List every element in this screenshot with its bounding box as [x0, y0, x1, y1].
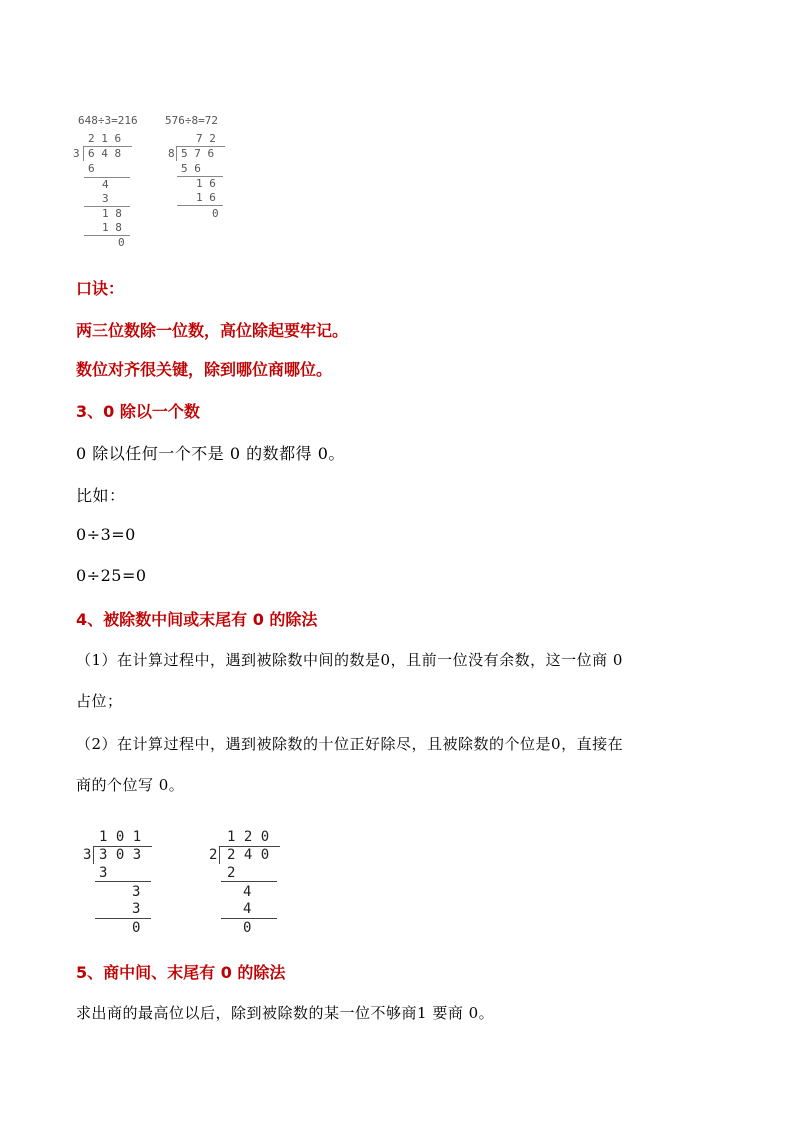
step: 1 8	[102, 207, 122, 220]
mnemonic-line-2: 数位对齐很关键，除到哪位商哪位。	[76, 360, 333, 379]
mnemonic-line-1: 两三位数除一位数，高位除起要牢记。	[76, 321, 349, 340]
step: 3	[102, 192, 109, 205]
step: 2	[227, 865, 236, 881]
equation: 576÷8=72	[165, 114, 218, 127]
section-5-rule: 求出商的最高位以后，除到被除数的某一位不够商1 要商 0。	[76, 1004, 495, 1022]
step-rule	[95, 918, 151, 919]
section-4-paragraph-2-line-1: （2）在计算过程中，遇到被除数的十位正好除尽，且被除数的个位是0，直接在	[76, 735, 624, 753]
section-4-paragraph-1-line-1: （1）在计算过程中，遇到被除数中间的数是0，且前一位没有余数，这一位商 0	[76, 651, 623, 669]
step: 5 6	[181, 162, 201, 175]
section-4-paragraph-2-line-2: 商的个位写 0。	[76, 776, 185, 794]
step-rule	[221, 881, 277, 882]
divisor: 2	[209, 847, 218, 863]
mnemonic-title: 口诀：	[76, 279, 125, 298]
step: 3	[132, 901, 141, 917]
step-rule	[221, 918, 277, 919]
quotient: 2 1 6	[88, 132, 122, 145]
quotient: 1 2 0	[227, 829, 270, 845]
divisor: 8	[168, 147, 175, 160]
step: 1 6	[196, 177, 216, 190]
remainder: 0	[118, 236, 125, 249]
remainder: 0	[243, 920, 252, 936]
section-3-heading: 3、0 除以一个数	[76, 402, 200, 421]
step: 1 6	[196, 191, 216, 204]
remainder: 0	[132, 920, 141, 936]
section-4-heading: 4、被除数中间或末尾有 0 的除法	[76, 610, 318, 629]
divisor: 3	[73, 147, 80, 160]
step: 6	[88, 162, 95, 175]
equation: 648÷3=216	[78, 114, 138, 127]
example-equation-2: 0÷25=0	[76, 566, 147, 585]
step: 4	[243, 901, 252, 917]
step: 1 8	[102, 221, 122, 234]
step: 3	[132, 884, 141, 900]
quotient: 7 2	[196, 132, 216, 145]
step: 4	[243, 884, 252, 900]
dividend: 2 4 0	[227, 847, 270, 863]
section-5-heading: 5、商中间、末尾有 0 的除法	[76, 963, 286, 982]
remainder: 0	[212, 207, 219, 220]
dividend: 6 4 8	[88, 147, 122, 160]
step-rule	[177, 205, 223, 206]
step-rule	[95, 881, 151, 882]
example-label: 比如：	[76, 486, 126, 505]
dividend: 5 7 6	[181, 147, 215, 160]
section-3-rule: 0 除以任何一个不是 0 的数都得 0。	[76, 444, 345, 463]
step: 4	[102, 178, 109, 191]
divisor: 3	[83, 847, 92, 863]
section-4-paragraph-1-line-2: 占位；	[76, 692, 123, 710]
step: 3	[99, 865, 108, 881]
quotient: 1 0 1	[99, 829, 142, 845]
example-equation-1: 0÷3=0	[76, 525, 136, 544]
dividend: 3 0 3	[99, 847, 142, 863]
